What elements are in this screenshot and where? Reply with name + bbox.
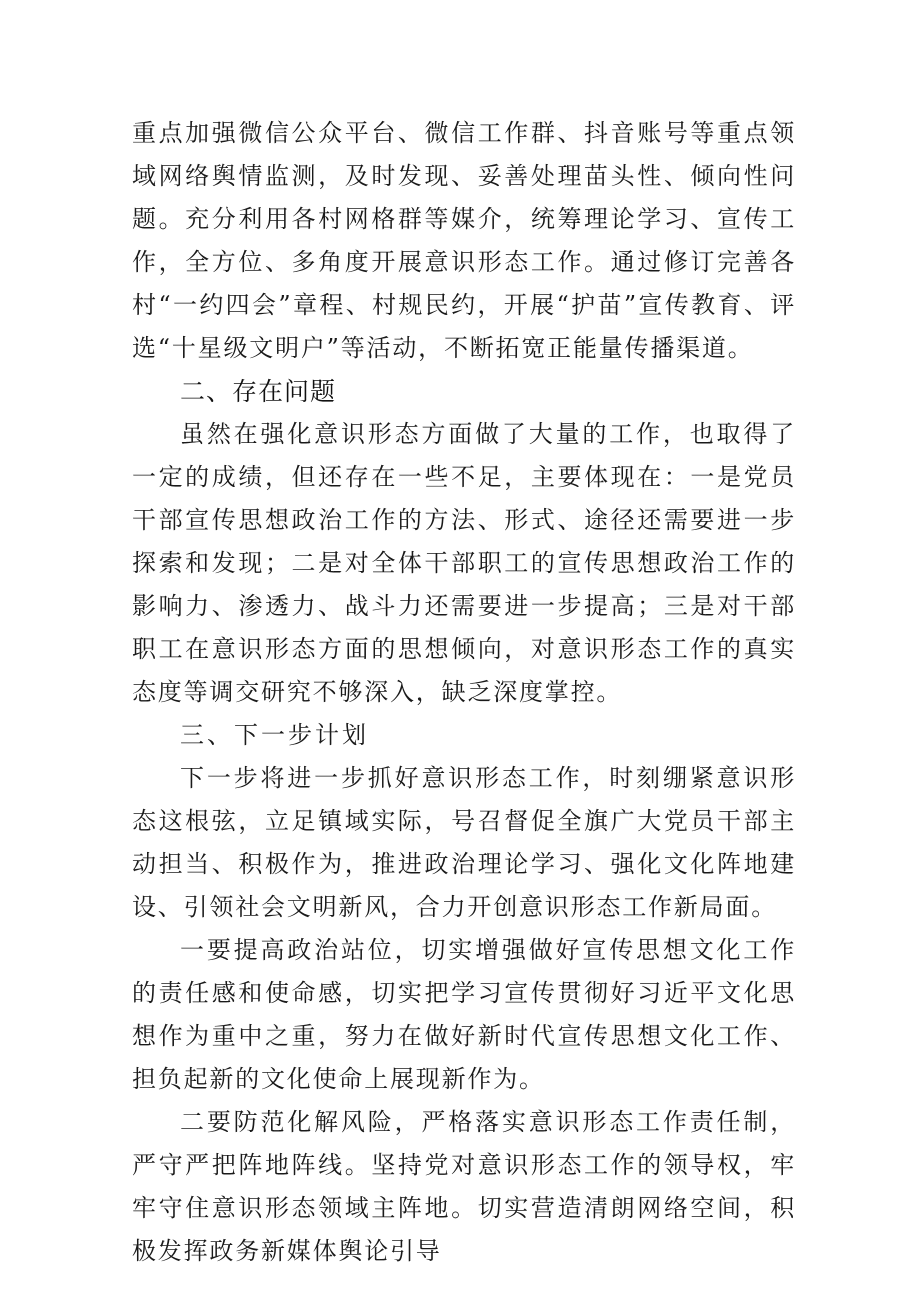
paragraph-continued-monitoring: 重点加强微信公众平台、微信工作群、抖音账号等重点领域网络舆情监测，及时发现、妥善处理苗头性、倾向性问题。充分利用各村网格群等媒介，统筹理论学习、宣传工作，全方位、多角度开展意识形态工作。通过修订完善各村“一约四会”章程、村规民约，开展“护苗”宣传教育、评选“十星级文明户”等活动，不断拓宽正能量传播渠道。 [132,119,796,362]
paragraph-plan-item-two: 二要防范化解风险，严格落实意识形态工作责任制，严守严把阵地阵线。坚持党对意识形态工作的领导权，牢牢守住意识形态领域主阵地。切实营造清朗网络空间，积极发挥政务新媒体舆论引导 [132,1108,796,1265]
section-heading-existing-problems: 二、存在问题 [180,377,337,406]
paragraph-problems: 虽然在强化意识形态方面做了大量的工作，也取得了一定的成绩，但还存在一些不足，主要体现在：一是党员干部宣传思想政治工作的方法、形式、途径还需要进一步探索和发现；二是对全体干部职工的宣传思想政治工作的影响力、渗透力、战斗力还需要进一步提高；三是对干部职工在意识形态方面的思想倾向，对意识形态工作的真实态度等调交研究不够深入，缺乏深度掌控。 [132,420,796,706]
paragraph-next-plan-intro: 下一步将进一步抓好意识形态工作，时刻绷紧意识形态这根弦，立足镇域实际，号召督促全旗广大党员干部主动担当、积极作为，推进政治理论学习、强化文化阵地建设、引领社会文明新风，合力开创意识形态工作新局面。 [132,764,796,921]
section-heading-next-plan: 三、下一步计划 [180,721,369,749]
paragraph-plan-item-one: 一要提高政治站位，切实增强做好宣传思想文化工作的责任感和使命感，切实把学习宣传贯彻好习近平文化思想作为重中之重，努力在做好新时代宣传思想文化工作、担负起新的文化使命上展现新作为。 [132,936,796,1093]
document-body [132,112,796,1273]
